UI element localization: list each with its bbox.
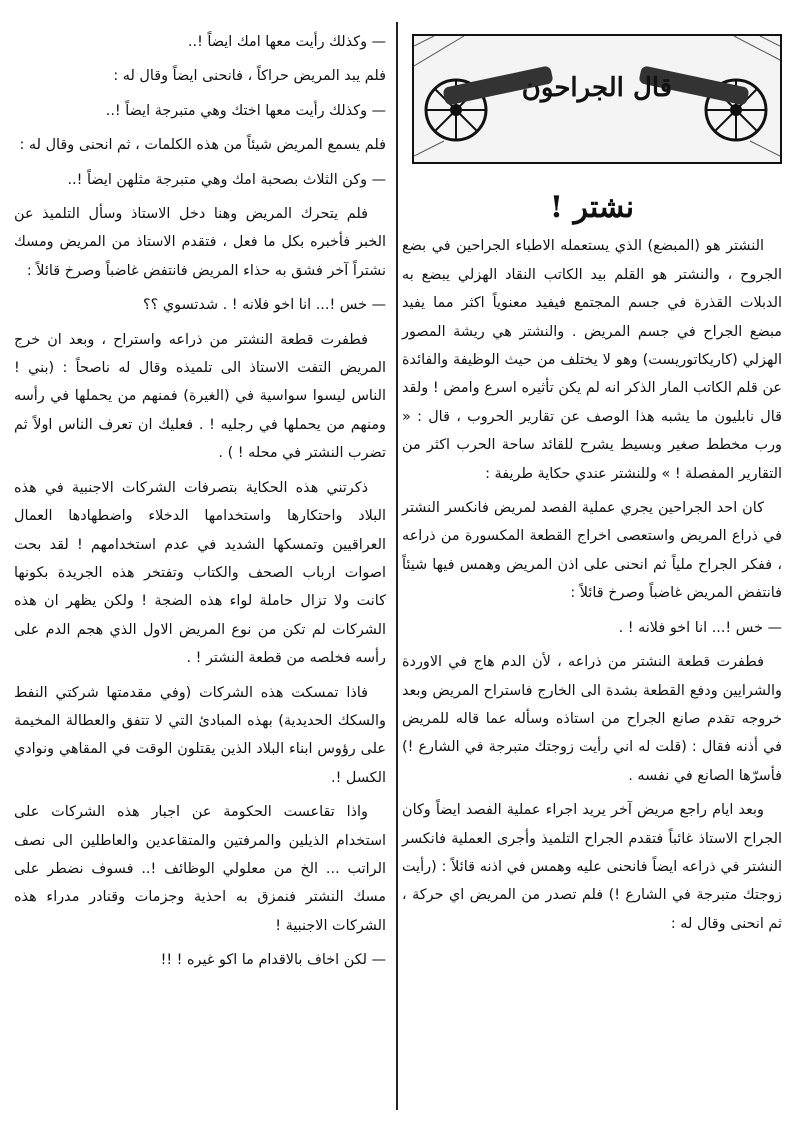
paragraph: فلم يبد المريض حراكاً ، فانحنى ايضاً وقال له : (113, 68, 386, 85)
article-title: نشتر ! (549, 190, 635, 225)
paragraph: فطفرت قطعة النشتر من ذراعه واستراح ، وبعد ان خرج المريض التفت الاستاذ الى تلميذه وقال له ناصحاً : (بني ! الناس ليسوا سواسية في (الغيرة) فمنهم من يحملها في رأسه ومنهم من يحملها في رجليه ! . فعليك ان تعرف الناس اولاً ثم تضرب النشتر في محله ! ) . (14, 331, 386, 462)
paragraph: — خس !... انا اخو فلانه ! . شدتسوي ؟؟ (143, 297, 386, 314)
paragraph: وبعد ايام راجع مريض آخر يريد اجراء عملية الفصد ايضاً وكان الجراح الاستاذ غائباً فتقدم الجراح التلميذ وأجرى العملية فانكسر النشتر في ذراعه ايضاً فانحنى عليه وهمس في اذنه قائلاً : (رأيت زوجتك متبرجة في الشارع !) فلم تصدر من المريض اي حركة ، ثم انحنى وقال له : (402, 802, 782, 932)
paragraph: — وكذلك رأيت معها امك ايضاً !.. (187, 34, 386, 50)
paragraph: — وكذلك رأيت معها اختك وهي متبرجة ايضاً !.. (105, 102, 386, 119)
paragraph: النشتر هو (المبضع) الذي يستعمله الاطباء الجراحين في بضع الجروح ، والنشتر هو القلم بيد الكاتب النقاد الهزلي يبضع به الدبلات القذرة في جسم المجتمع فيفيد معنوياً اكثر مما يفيد مبضع الجراح في جسم المريض . والنشتر هي ريشة المصور الهزلي (كاريكاتوريست) وهو لا يختلف من حيث الوظيفة والفائدة عن قلم الكاتب المار الذكر انه لم يكن تأثيره اسرع وامض ! ولقد قال نابليون ما يشبه هذا الوصف عن تقارير الحروب ، قال : « ورب مخطط صغير وبسيط يشرح للقائد ساحة الحرب اكثر من التقارير المفصلة ! » وللنشتر عندي حكاية طريفة : (402, 238, 782, 482)
paragraph: واذا تقاعست الحكومة عن اجبار هذه الشركات على استخدام الذيلين والمرفتين والمتقاعدين والعاطلين الى نصف الراتب ... الخ من معلولي الوظائف !.. فسوف نضطر على مسك النشتر فنمزق به احذية وجزمات وقنادر مدراء هذه الشركات الاجنبية ! (14, 804, 386, 934)
right-column (402, 28, 782, 944)
paragraph: فاذا تمسكت هذه الشركات (وفي مقدمتها شركتي النفط والسكك الحديدية) بهذه المبادئ التي لا تتفق والعطالة المخيمة على رؤوس ابناء البلاد الذين يقتلون الوقت في المقاهي ونوادي الكسل !. (14, 684, 386, 786)
paragraph: فلم يتحرك المريض وهنا دخل الاستاذ وسأل التلميذ عن الخبر فأخبره بكل ما فعل ، فتقدم الاستاذ من المريض ومسك نشتراً آخر فشق به حذاء المريض فانتفض غاضباً وصرخ قائلاً : (14, 206, 386, 279)
paragraph: ذكرتني هذه الحكاية بتصرفات الشركات الاجنبية في هذه البلاد واحتكارها واستخدامها الدخلاء واضطهادها العمال العراقيين وتمسكها الشديد في عدم استخدامهم ! لقد بحت اصوات ارباب الصحف والكتاب وتفتخر هذه الجريدة بكونها كانت ولا تزال حاملة لواء هذه الضجة ! ولكن يظهر ان هذه الشركات لم تكن من نوع المريض الاول الذي هجم الدم على رأسه فخلصه من قطعة النشتر ! . (14, 479, 386, 667)
paragraph: — لكن اخاف بالاقدام ما اكو غيره ! !! (160, 952, 386, 969)
paragraph: فلم يسمع المريض شيئاً من هذه الكلمات ، ثم انحنى وقال له : (19, 137, 386, 154)
header-banner (412, 34, 782, 164)
banner-title: قال الجراحون (521, 73, 673, 103)
paragraph: — وكن الثلاث بصحبة امك وهي متبرجة مثلهن ايضاً !.. (67, 171, 386, 188)
left-column (14, 28, 386, 981)
paragraph: كان احد الجراحين يجري عملية الفصد لمريض فانكسر النشتر في ذراع المريض واستعصى اخراج القطعة المكسورة من ذراعه ، ففكر الجراح ملياً ثم انحنى على اذن المريض وهمس فيها شيئاً فانتفض المريض غاضباً وصرخ قائلاً : (402, 500, 782, 602)
paragraph: — خس !... انا اخو فلانه ! . (618, 619, 782, 636)
column-divider (396, 22, 398, 1110)
paragraph: فطفرت قطعة النشتر من ذراعه ، لأن الدم هاج في الاوردة والشرايين ودفع القطعة بشدة الى الخارج فاستراح المريض وبعد خروجه تقدم صانع الجراح من استاذه وسأله عما قاله للمريض في أذنه فقال : (قلت له اني رأيت زوجتك متبرجة في الشارع !) فأسرّها الصانع في نفسه . (402, 654, 782, 784)
